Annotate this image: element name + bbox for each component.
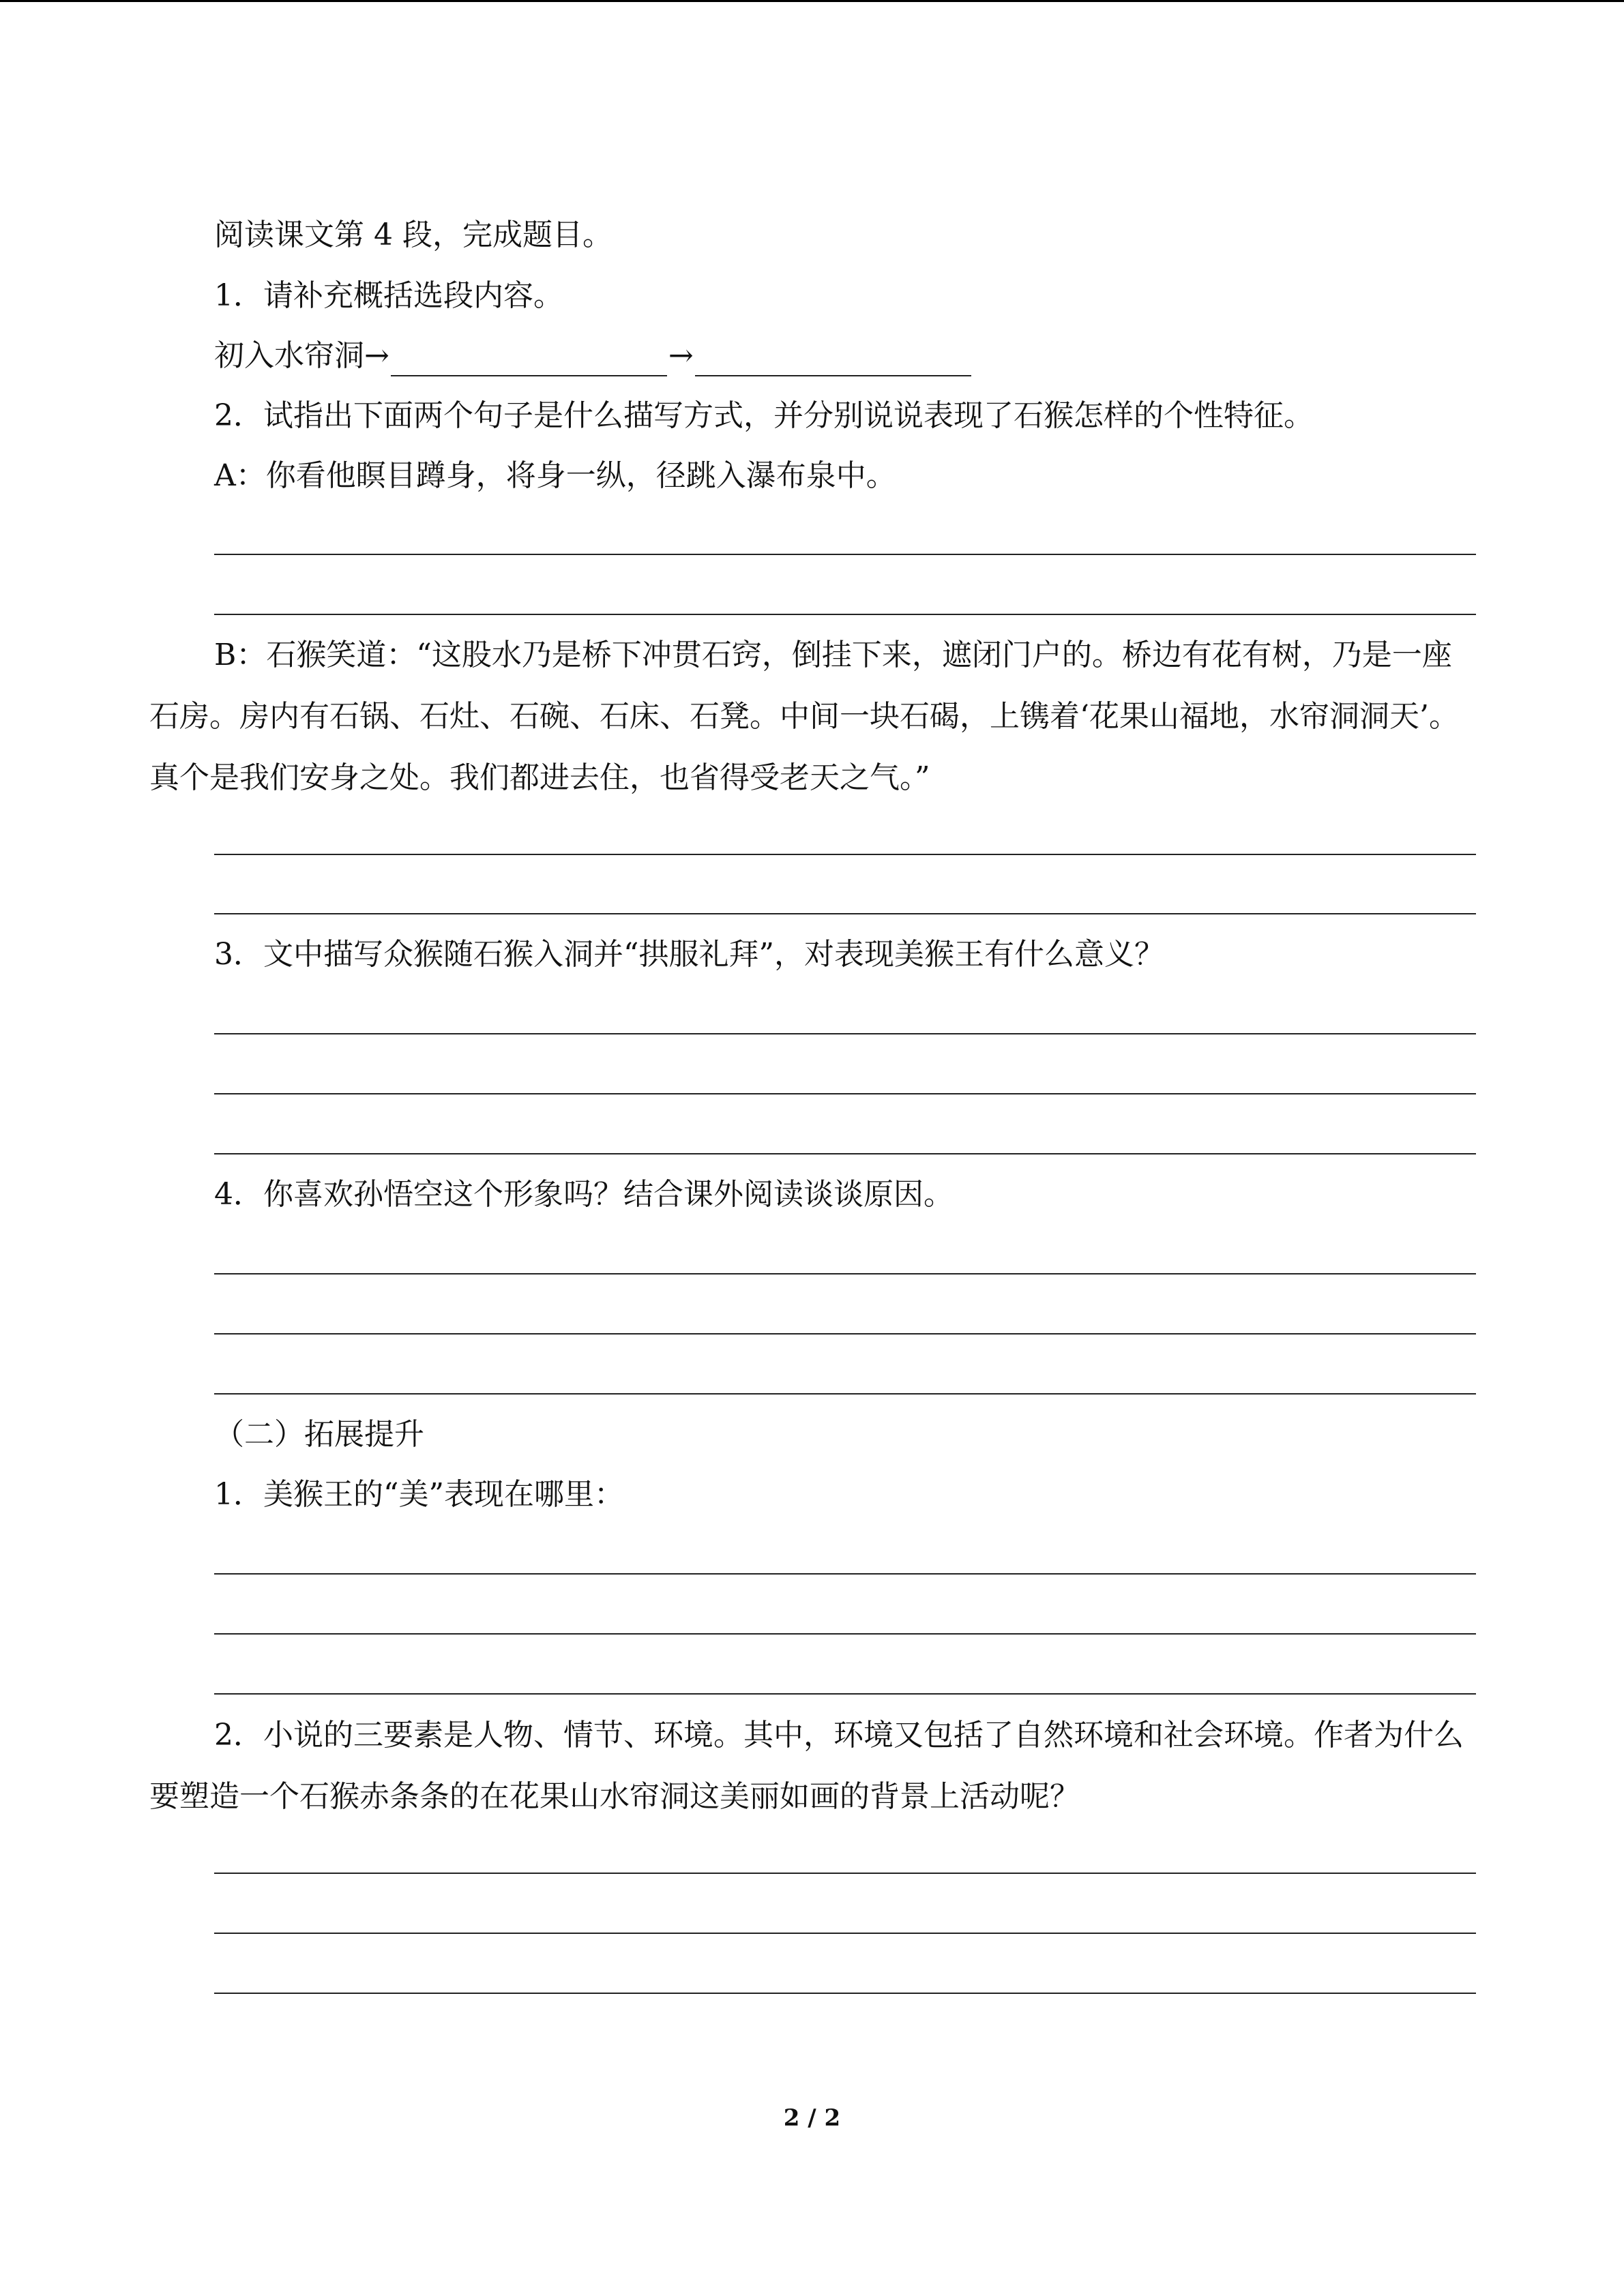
- answer-line[interactable]: [214, 1873, 1476, 1874]
- answer-line[interactable]: [214, 554, 1476, 555]
- question-2-sentence-b: B：石猴笑道：“这股水乃是桥下冲贯石窍，倒挂下来，遮闭门户的。桥边有花有树，乃是一座石房。房内有石锅、石灶、石碗、石床、石凳。中间一块石碣，上镌着‘花果山福地，水帘洞洞天’。真个是我们安身之处。我们都进去住，也省得受老天之气。”: [149, 638, 1459, 795]
- question-2-prompt: 2．试指出下面两个句子是什么描写方式，并分别说说表现了石猴怎样的个性特征。: [214, 398, 1314, 433]
- answer-line[interactable]: [214, 1633, 1476, 1635]
- flow-start-text: 初入水帘洞: [214, 338, 364, 373]
- flow-arrow-1: →: [364, 338, 389, 373]
- fill-blank-2[interactable]: [695, 348, 971, 376]
- answer-line[interactable]: [214, 614, 1476, 615]
- answer-line[interactable]: [214, 1573, 1476, 1575]
- section-2-title: （二）拓展提升: [214, 1417, 424, 1452]
- question-1-prompt: 1．请补充概括选段内容。: [214, 278, 563, 313]
- answer-line[interactable]: [214, 1933, 1476, 1934]
- page-number: 2 / 2: [783, 2104, 841, 2132]
- answer-line[interactable]: [214, 1093, 1476, 1094]
- fill-blank-1[interactable]: [391, 348, 667, 376]
- section-2-question-2: 2．小说的三要素是人物、情节、环境。其中，环境又包括了自然环境和社会环境。作者为什么要塑造一个石猴赤条条的在花果山水帘洞这美丽如画的背景上活动呢？: [149, 1718, 1464, 1814]
- flow-arrow-2: →: [668, 338, 694, 373]
- answer-line[interactable]: [214, 913, 1476, 914]
- answer-line[interactable]: [214, 1153, 1476, 1154]
- question-4-prompt: 4．你喜欢孙悟空这个形象吗？结合课外阅读谈谈原因。: [214, 1177, 954, 1212]
- page-top-border: [0, 0, 1624, 2]
- answer-line[interactable]: [214, 1273, 1476, 1274]
- answer-line[interactable]: [214, 854, 1476, 855]
- question-2-sentence-a: A：你看他瞑目蹲身，将身一纵，径跳入瀑布泉中。: [214, 458, 896, 493]
- answer-line[interactable]: [214, 1393, 1476, 1395]
- question-3-prompt: 3．文中描写众猴随石猴入洞并“拱服礼拜”，对表现美猴王有什么意义？: [214, 937, 1164, 972]
- intro-text: 阅读课文第 4 段，完成题目。: [214, 218, 612, 252]
- question-1-flow: [214, 336, 973, 376]
- answer-line[interactable]: [214, 1993, 1476, 1994]
- answer-line[interactable]: [214, 1033, 1476, 1034]
- answer-line[interactable]: [214, 1333, 1476, 1335]
- answer-line[interactable]: [214, 1693, 1476, 1695]
- section-2-question-1: 1．美猴王的“美”表现在哪里：: [214, 1477, 624, 1512]
